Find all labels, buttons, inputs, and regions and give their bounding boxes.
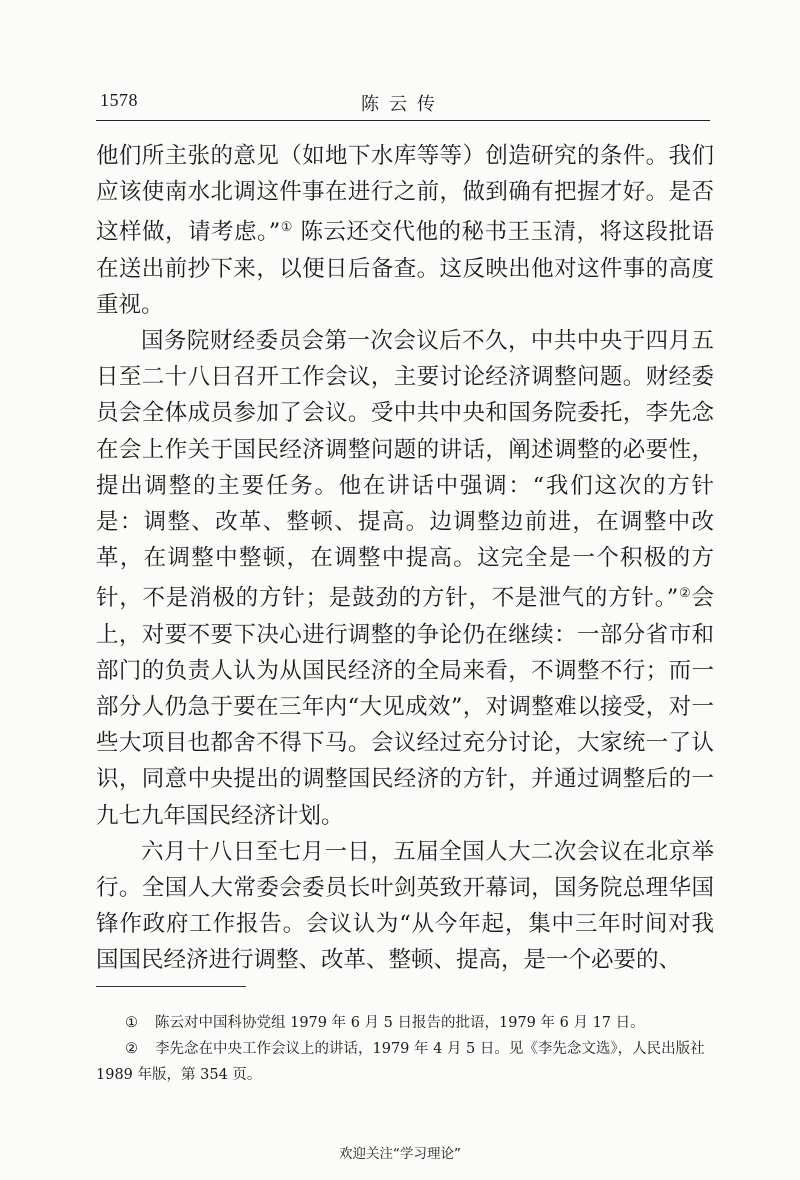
paragraph-3 (96, 834, 714, 979)
paragraph-1 (96, 138, 714, 323)
book-title: 陈云传 (361, 94, 445, 115)
paragraph-2 (96, 323, 714, 834)
page-number: 1578 (100, 90, 138, 110)
paragraph-text: 六月十八日至七月一日，五届全国人大二次会议在北京举行。全国人大常委会委员长叶剑英致开幕词，国务院总理华国锋作政府工作报告。会议认为“从今年起，集中三年时间对我国国民经济进行调整、改革、整顿、提高，是一个必要的、 (96, 838, 714, 974)
footnote-1 (96, 1010, 714, 1036)
footnote-reference-1: ① (280, 220, 293, 236)
paragraph-text: 陈云还交代他的秘书王玉清，将这段批语在送出前抄下来，以便日后备查。这反映出他对这件事的高度重视。 (96, 219, 714, 318)
footnote-text: 李先念在中央工作会议上的讲话，1979 年 4 月 5 日。见《李先念文选》，人民出版社 1989 年版，第 354 页。 (96, 1041, 705, 1083)
page-footer: 欢迎关注“学习理论” (339, 1146, 461, 1162)
footnote-reference-2: ② (678, 586, 692, 602)
footnote-marker: ② (125, 1041, 138, 1057)
footnote-text: 陈云对中国科协党组 1979 年 6 月 5 日报告的批语，1979 年 6 月 17 日。 (155, 1015, 645, 1031)
body-text (96, 138, 714, 979)
header-divider (96, 120, 710, 121)
paragraph-text: 会上，对要不要下决心进行调整的争论仍在继续：一部分省市和部门的负责人认为从国民经济的全局来看，不调整不行；而一部分人仍急于要在三年内“大见成效”，对调整难以接受，对一些大项目也都舍不得下马。会议经过充分讨论，大家统一了认识，同意中央提出的调整国民经济的方针，并通过调整后的一九七九年国民经济计划。 (96, 585, 714, 829)
footnote-divider (96, 986, 246, 987)
paragraph-text: 国务院财经委员会第一次会议后不久，中共中央于四月五日至二十八日召开工作会议，主要讨论经济调整问题。财经委员会全体成员参加了会议。受中共中央和国务院委托，李先念在会上作关于国民经济调整问题的讲话，阐述调整的必要性，提出调整的主要任务。他在讲话中强调：“我们这次的方针是：调整、改革、整顿、提高。边调整边前进，在调整中改革，在调整中整顿，在调整中提高。这完全是一个积极的方针，不是消极的方针；是鼓劲的方针，不是泄气的方针。” (96, 328, 714, 612)
footnote-2 (96, 1036, 714, 1088)
running-header (96, 90, 710, 116)
footnotes (96, 1010, 714, 1088)
paragraph-text: 他们所主张的意见（如地下水库等等）创造研究的条件。我们应该使南水北调这件事在进行之前，做到确有把握才好。是否这样做，请考虑。” (96, 143, 714, 246)
footnote-marker: ① (125, 1015, 138, 1031)
